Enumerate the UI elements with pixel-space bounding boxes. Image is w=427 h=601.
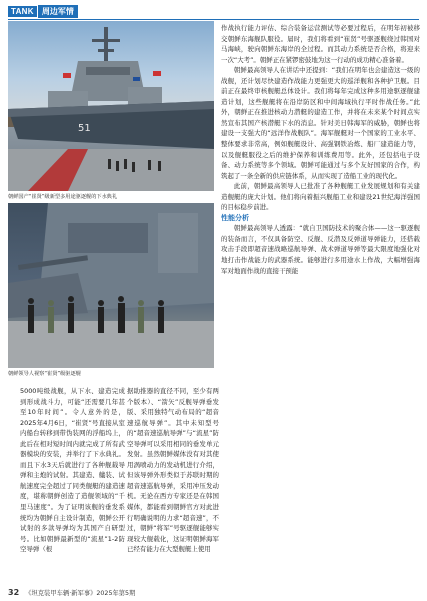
page-number: 32 xyxy=(8,588,20,597)
section-heading: 性能分析 xyxy=(221,213,249,222)
figure-caption-2: 朝鲜领导人视察“崔贤”级驱逐舰 xyxy=(8,371,81,377)
warship-launch-photo xyxy=(8,21,214,191)
magazine-tag: TANK xyxy=(8,6,37,17)
paragraph: 5000吨级战舰，从下水、建造完成到形成战斗力，可能“还需要几年甚至10年时间”。令人意外的是，2025年4月6日，“崔贤”号直接从室内船台转移到带伪装网的浮船坞上，此后在相对短时间内就完成了所有武器模块的安装，并举行了下水典礼。而且下水3天后就进行了各种舰载导弹和主炮的试射。其建造、艤装、试航速度完全超过了同类舰艇的建造速度，堪称朝鲜创造了造舰领域的“千里马速度”。为了证明该舰的垂发系统均为朝鲜自主设计制造，朝鲜公开试射的多款导弹均为其国产自研型号。比如朝鲜最新型的“流星”1-2防空导弹（根 xyxy=(20,387,125,554)
warship-illustration xyxy=(8,21,214,191)
article-column-middle xyxy=(127,386,219,578)
paragraph: 此前，朝鲜最高领导人已批准了各种舰艇工业发展规划和有关建造舰艇的庞大计划。他们将向着振兴舰船工业和建设21世纪海洋强国的目标稳步前进。 xyxy=(221,182,420,212)
figure-caption-1: 朝鲜国产“崔贤”级新型多用途驱逐舰的下水典礼 xyxy=(8,194,118,200)
inspection-illustration xyxy=(8,203,214,368)
leader-inspection-photo xyxy=(8,203,214,368)
paragraph: 朝鲜最高领导人透露：“就自卫国防技术的聚合体——这一驱逐舰的装备而言，不仅具备防空、反舰、反潜及反弹道导弹能力，还搭载攻击手段即超音速战略巡航导弹、战术弹道导弹等最大限度地强化对地打击作战能力的武器系统。能够进行多用途水上作战，大幅增强海军对地面作战的直接干预能 xyxy=(221,224,420,275)
paragraph: 作战执行能力评估、综合装备运营测试等必要过程后，在明年初被移交朝鲜东海舰队服役。届时，我们将看到“崔贤”号驱逐舰绕过韩国对马海峡，驶向朝鲜东海岸的全过程。而其动力系统是否合格，将迎来一次“大考”。朝鲜正在紧锣密鼓地为这一行动的成功精心准备着。 xyxy=(221,24,420,64)
header-divider xyxy=(8,19,419,20)
page-footer xyxy=(8,588,135,597)
section-header xyxy=(8,5,78,17)
paragraph: 据助推器的直径不同，至少有两个版本）、“箭矢”反舰导弹垂发版、采用独特气动布局的“超音速巡航导弹”。其中未知型号的“超音速巡航导弹”与“流星”防空导弹可以采用相同的垂发单元发射。虽然朝鲜媒体没有对其使用涡喷动力的发动机进行介绍，但该导弹外形类似于苏联时期的超音速巡航导弹，采用冲压发动机。无论在西方专家还是在韩国媒体，都能看到朝鲜官方对此进行明确说明的力求“超音速”，不过，朝鲜“将军”号驱逐舰能够实现较大舰载化，这证明朝鲜海军已经有能力在大型舰艇上使用 xyxy=(127,387,219,554)
article-column-left xyxy=(20,386,125,578)
section-title: 周边军情 xyxy=(38,5,78,18)
publication-source: 《坦克装甲车辆·新军事》2025年第5期 xyxy=(25,590,136,597)
paragraph: 朝鲜最高领导人在讲话中还提到：“我们在明年也会建造这一级的战舰，还计划尽快建造作战能力更强更大的巡洋舰和各种护卫舰。目前正在最终审核舰艇总体设计。我们将每年完成这种多用途驱逐舰建造计划，这些舰艇将在沿岸防区和中间海域执行平时作战任务。”此外，朝鲜正在推进核动力潜艇的建造工作，并将在未来某个时间点实然宣布其国产核潜艇下水的消息。针对美日韩海军的威胁，朝鲜也将建设一支强大的“远洋作战舰队”。海军舰艇对一个国家的工业水平、整体要求非常高，例如舰艇设计、高强钢铁冶炼、船厂建造能力等，以及舰艇服役之后的维护保养和训练费用等。此外，还包括电子设备、动力系统等多个领域。朝鲜可能通过与多个友好国家的合作，构筑起了一条全新的供应链体系，从而实现了造船工业的现代化。 xyxy=(221,66,420,180)
svg-text:51: 51 xyxy=(78,123,91,134)
article-column-right xyxy=(221,23,420,585)
